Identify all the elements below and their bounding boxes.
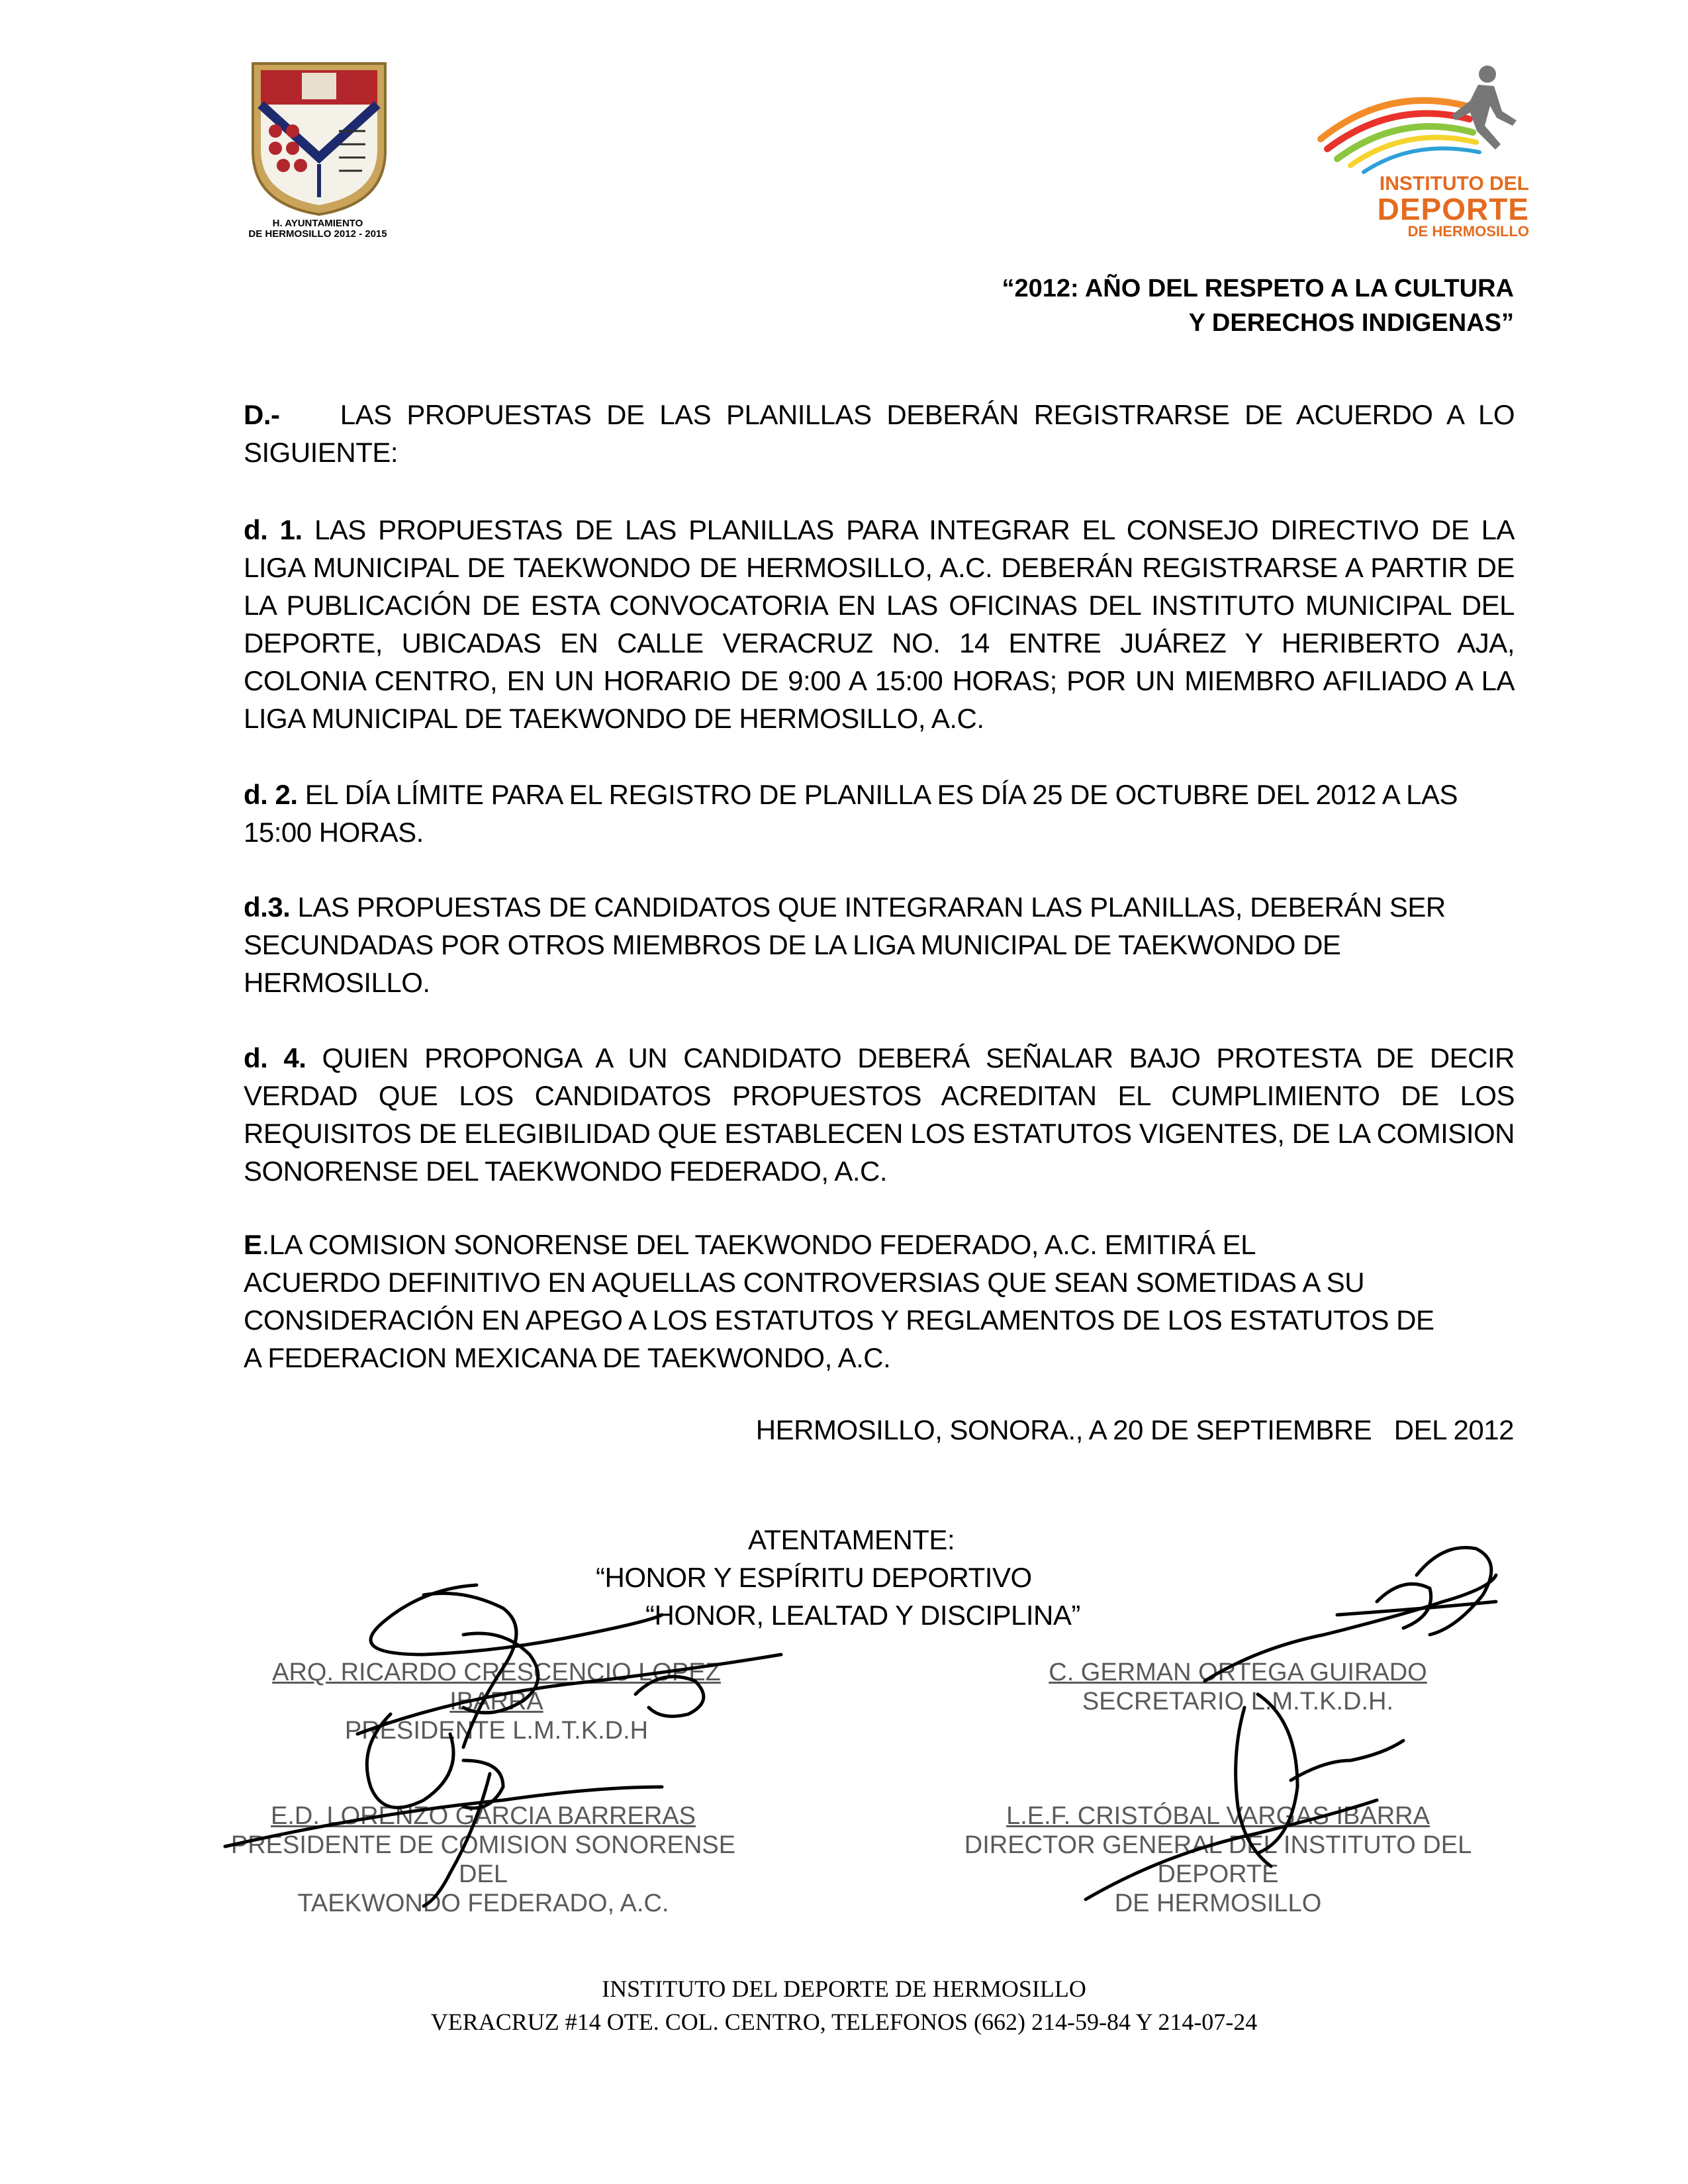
section-text: LAS PROPUESTAS DE LAS PLANILLAS PARA INTEGRAR EL CONSEJO DIRECTIVO DE LA LIGA MUNICIPAL DE TAEKWONDO DE HERMOSILLO, A.C. DEBERÁN REGISTRARSE A PARTIR DE LA PUBLICACIÓN DE ESTA CONVOCATORIA EN LAS OFICINAS DEL INSTITUTO MUNICIPAL DEL DEPORTE, UBICADAS EN CALLE VERACRUZ NO. 14 ENTRE JUÁREZ Y HERIBERTO AJA, COLONIA CENTRO, EN UN HORARIO DE 9:00 A 15:00 HORAS; POR UN MIEMBRO AFILIADO A LA LIGA MUNICIPAL DE TAEKWONDO DE HERMOSILLO, A.C.: [244, 514, 1515, 734]
institute-logo-line: DEPORTE: [1377, 192, 1529, 226]
signatory-lorenzo: [218, 1801, 748, 1918]
section-label: D.-: [244, 399, 280, 430]
section-e-line: ACUERDO DEFINITIVO EN AQUELLAS CONTROVERSIAS QUE SEAN SOMETIDAS A SU: [244, 1267, 1365, 1298]
signatory-title: PRESIDENTE DE COMISION SONORENSE DEL: [230, 1831, 736, 1888]
signatory-cristobal: [920, 1801, 1516, 1918]
institute-logo-text: [1337, 173, 1529, 240]
section-d: [244, 396, 1515, 471]
section-text: QUIEN PROPONGA A UN CANDIDATO DEBERÁ SEÑALAR BAJO PROTESTA DE DECIR VERDAD QUE LOS CANDIDATOS PROPUESTOS ACREDITAN EL CUMPLIMIENTO DE LOS REQUISITOS DE ELEGIBILIDAD QUE ESTABLECEN LOS ESTATUTOS VIGENTES, DE LA COMISION SONORENSE DEL TAEKWONDO FEDERADO, A.C.: [244, 1042, 1515, 1187]
sports-institute-logo: [1314, 60, 1526, 179]
section-label: d.3.: [244, 891, 291, 923]
institute-logo-line: INSTITUTO DEL: [1379, 173, 1529, 195]
signatory-title: DE HERMOSILLO: [1114, 1889, 1322, 1917]
section-label: d. 2.: [244, 779, 298, 810]
place-and-date: HERMOSILLO, SONORA., A 20 DE SEPTIEMBRE DEL 2012: [755, 1414, 1514, 1445]
footer-line: VERACRUZ #14 OTE. COL. CENTRO, TELEFONOS (662) 214-59-84 Y 214-07-24: [430, 2009, 1258, 2035]
section-e: [244, 1226, 1515, 1377]
section-label: d. 1.: [244, 514, 303, 545]
signatory-name: C. GERMAN ORTEGA GUIRADO: [1049, 1659, 1427, 1686]
signatory-title: PRESIDENTE L.M.T.K.D.H: [344, 1717, 649, 1745]
footer-line: INSTITUTO DEL DEPORTE DE HERMOSILLO: [602, 1976, 1086, 2002]
section-label: d. 4.: [244, 1042, 306, 1073]
signatory-name: E.D. LORENZO GARCIA BARRERAS: [271, 1802, 696, 1830]
section-e-line: [244, 1226, 1515, 1263]
signatory-german: [1033, 1658, 1443, 1716]
signatory-ricardo: [225, 1658, 768, 1745]
year-motto-line: “2012: AÑO DEL RESPETO A LA CULTURA: [1002, 275, 1514, 302]
section-text: LAS PROPUESTAS DE LAS PLANILLAS DEBERÁN REGISTRARSE DE ACUERDO A LO SIGUIENTE:: [244, 399, 1515, 468]
section-d1: [244, 511, 1515, 737]
signature-stroke: [1337, 1602, 1496, 1615]
closing-line: ATENTAMENTE:: [748, 1524, 955, 1555]
signatory-title: SECRETARIO L.M.T.K.D.H.: [1082, 1688, 1394, 1715]
section-d4: [244, 1039, 1515, 1190]
city-coat-of-arms-logo: [246, 58, 392, 217]
section-e-line: CONSIDERACIÓN EN APEGO A LOS ESTATUTOS Y REGLAMENTOS DE LOS ESTATUTOS DE: [244, 1304, 1434, 1336]
section-text: LAS PROPUESTAS DE CANDIDATOS QUE INTEGRARAN LAS PLANILLAS, DEBERÁN SER SECUNDADAS POR OTROS MIEMBROS DE LA LIGA MUNICIPAL DE TAEKWONDO DE HERMOSILLO.: [244, 891, 1446, 998]
section-d3: [244, 888, 1468, 1001]
section-text: .LA COMISION SONORENSE DEL TAEKWONDO FEDERADO, A.C. EMITIRÁ EL: [261, 1229, 1256, 1260]
signatory-title: DIRECTOR GENERAL DEL INSTITUTO DEL DEPORTE: [964, 1831, 1472, 1888]
year-motto: [1002, 271, 1514, 340]
signature-stroke: [1417, 1547, 1491, 1635]
section-text: EL DÍA LÍMITE PARA EL REGISTRO DE PLANILLA ES DÍA 25 DE OCTUBRE DEL 2012 A LAS 15:00 HORAS.: [244, 779, 1458, 848]
signature-stroke: [1291, 1741, 1403, 1780]
signature-stroke: [1377, 1584, 1431, 1628]
signatory-name: L.E.F. CRISTÓBAL VARGAS IBARRA: [1006, 1802, 1430, 1830]
closing-salutation: [463, 1521, 1080, 1634]
closing-line: “HONOR, LEALTAD Y DISCIPLINA”: [645, 1600, 1080, 1631]
institute-logo-line: DE HERMOSILLO: [1407, 223, 1529, 240]
closing-line: “HONOR Y ESPÍRITU DEPORTIVO: [596, 1562, 1032, 1593]
section-label: E: [244, 1229, 262, 1260]
year-motto-line: Y DERECHOS INDIGENAS”: [1188, 309, 1514, 337]
signatory-title: TAEKWONDO FEDERADO, A.C.: [297, 1889, 669, 1917]
section-d2: [244, 776, 1468, 851]
signatory-name: ARQ. RICARDO CRESCENCIO LOPEZ IBARRA: [272, 1659, 721, 1715]
crest-caption: [218, 218, 417, 240]
crest-caption-line: DE HERMOSILLO 2012 - 2015: [248, 228, 387, 240]
page-footer: [0, 1972, 1688, 2038]
section-e-line: A FEDERACION MEXICANA DE TAEKWONDO, A.C.: [244, 1342, 891, 1373]
crest-caption-line: H. AYUNTAMIENTO: [272, 218, 363, 229]
